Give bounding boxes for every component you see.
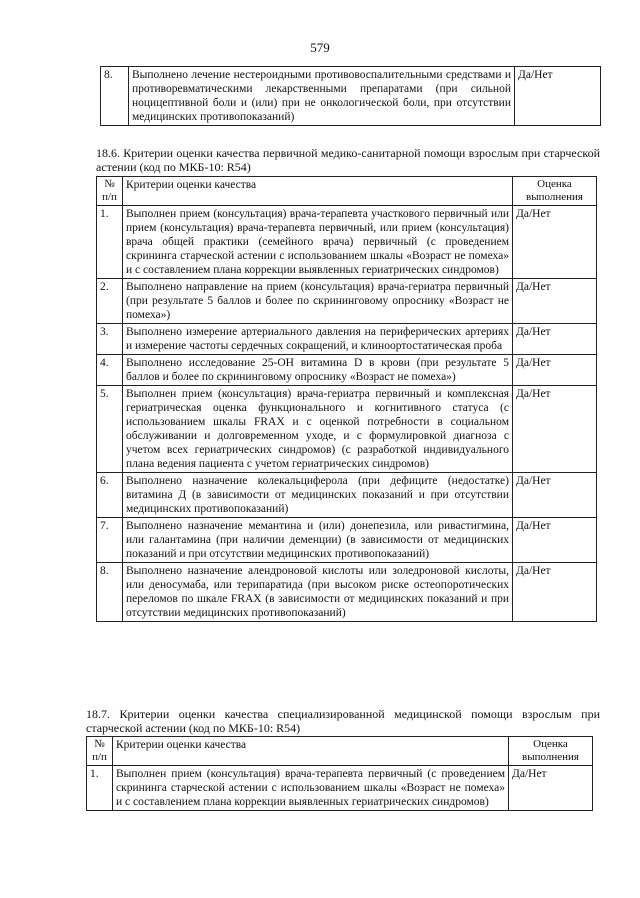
table-header-row xyxy=(97,177,597,206)
row-number: 8. xyxy=(97,563,123,622)
continuation-table xyxy=(100,66,601,126)
table-row xyxy=(97,279,597,324)
criterion-text: Выполнено назначение алендроновой кислоты или золедроновой кислоты, или деносумаба, или терипаратида (при высоком риске остеопоротических переломов по шкале FRAX (в зависимости от медицинских показаний и при отсутствии медицинских противопоказаний) xyxy=(123,563,513,622)
result-value: Да/Нет xyxy=(513,473,597,518)
page-number: 579 xyxy=(310,40,330,55)
table-row xyxy=(97,355,597,386)
criteria-table-18-6 xyxy=(96,176,597,622)
section-heading-18-6: 18.6. Критерии оценки качества первичной медико-санитарной помощи взрослым при старческой астении (код по МКБ-10: R54) xyxy=(96,146,600,174)
table-row xyxy=(97,563,597,622)
header-result: Оценка выполнения xyxy=(509,737,593,766)
row-number: 5. xyxy=(97,386,123,473)
row-number: 1. xyxy=(97,206,123,279)
criterion-text: Выполнено назначение колекальциферола (при дефиците (недостатке) витамина Д (в зависимости от медицинских показаний и при отсутствии медицинских противопоказаний) xyxy=(123,473,513,518)
result-value: Да/Нет xyxy=(513,518,597,563)
criterion-text: Выполнено исследование 25-ОН витамина D в крови (при результате 5 баллов и более по скрининговому опроснику «Возраст не помеха») xyxy=(123,355,513,386)
result-value: Да/Нет xyxy=(509,766,593,811)
result-value: Да/Нет xyxy=(513,279,597,324)
table-header-row xyxy=(87,737,593,766)
criterion-text: Выполнено направление на прием (консультация) врача-гериатра первичный (при результате 5 баллов и более по скрининговому опроснику «Возраст не помеха») xyxy=(123,279,513,324)
criterion-text: Выполнен прием (консультация) врача-терапевта первичный (с проведением скрининга старческой астении с использованием шкалы «Возраст не помеха» и с составлением плана коррекции выявленных гериатрических синдромов) xyxy=(113,766,509,811)
section-heading-18-7: 18.7. Критерии оценки качества специализированной медицинской помощи взрослым при старческой астении (код по МКБ-10: R54) xyxy=(86,707,600,735)
result-value: Да/Нет xyxy=(513,324,597,355)
row-number: 4. xyxy=(97,355,123,386)
header-number: № п/п xyxy=(87,737,113,766)
criteria-table-18-7 xyxy=(86,736,593,811)
criterion-text: Выполнен прием (консультация) врача-терапевта участкового первичный или прием (консультация) врача-терапевта первичный, или прием (консультация) врача общей практики (семейного врача) первичный (с проведением скрининга старческой астении с использованием шкалы «Возраст не помеха» и с составлением плана коррекции выявленных гериатрических синдромов) xyxy=(123,206,513,279)
row-number: 2. xyxy=(97,279,123,324)
result-value: Да/Нет xyxy=(513,206,597,279)
row-number: 6. xyxy=(97,473,123,518)
table-row xyxy=(87,766,593,811)
header-number: № п/п xyxy=(97,177,123,206)
header-criteria: Критерии оценки качества xyxy=(113,737,509,766)
table-row xyxy=(97,518,597,563)
header-result: Оценка выполнения xyxy=(513,177,597,206)
row-number: 7. xyxy=(97,518,123,563)
table-row xyxy=(101,67,601,126)
table-row xyxy=(97,473,597,518)
row-number: 8. xyxy=(101,67,129,126)
result-value: Да/Нет xyxy=(515,67,601,126)
criterion-text: Выполнено назначение мемантина и (или) донепезила, или ривастигмина, или галантамина (при наличии деменции) (в зависимости от медицинских показаний и при отсутствии медицинских противопоказаний) xyxy=(123,518,513,563)
table-row xyxy=(97,324,597,355)
row-number: 1. xyxy=(87,766,113,811)
result-value: Да/Нет xyxy=(513,355,597,386)
table-row xyxy=(97,206,597,279)
header-criteria: Критерии оценки качества xyxy=(123,177,513,206)
criterion-text: Выполнено лечение нестероидными противовоспалительными средствами и противоревматическими лекарственными препаратами (при сильной ноцицептивной боли и (или) при не онкологической боли, при отсутствии медицинских противопоказаний) xyxy=(129,67,515,126)
criterion-text: Выполнен прием (консультация) врача-гериатра первичный и комплексная гериатрическая оценка функционального и когнитивного статуса (с использованием шкалы FRAX и с оценкой потребности в социальном обслуживании и долговременном уходе, и с формулировкой диагноза с учетом всех гериатрических синдромов) (с разработкой индивидуального плана ведения пациента с учетом гериатрических синдромов) xyxy=(123,386,513,473)
result-value: Да/Нет xyxy=(513,563,597,622)
criterion-text: Выполнено измерение артериального давления на периферических артериях и измерение частоты сердечных сокращений, и клиноортостатическая проба xyxy=(123,324,513,355)
row-number: 3. xyxy=(97,324,123,355)
table-row xyxy=(97,386,597,473)
result-value: Да/Нет xyxy=(513,386,597,473)
